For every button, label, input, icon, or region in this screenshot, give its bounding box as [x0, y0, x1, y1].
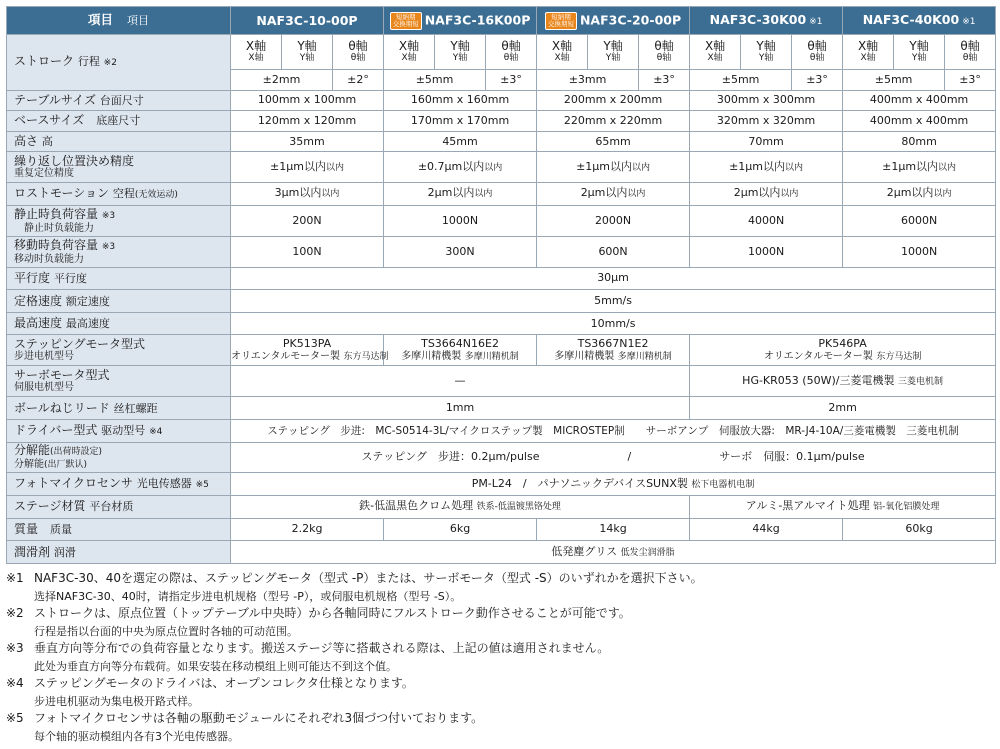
footnote-zh: 此处为垂直方向等分布载荷。如果安装在移动模组上则可能达不到这个值。	[34, 659, 397, 673]
value-cell: 低発塵グリス 低发尘润滑脂	[231, 541, 996, 564]
value-cell: 6000N	[843, 205, 996, 236]
resolution-label: 分解能(出荷時設定) 分解能(出厂默认)	[7, 442, 231, 473]
axis-y: Y軸 Y轴	[435, 35, 486, 70]
footnote: ※3 垂直方向等分布での負荷容量となります。搬送ステージ等に搭載される際は、上記の値は適用されません。	[6, 641, 610, 655]
axis-y: Y軸 Y轴	[741, 35, 792, 70]
lost-motion-label: ロストモーション 空程(无效运动)	[7, 183, 231, 206]
axis-x: X軸 X轴	[537, 35, 588, 70]
rated-speed-label: 定格速度 额定速度	[7, 290, 231, 313]
value-cell: HG-KR053 (50W)/三菱電機製 三菱电机制	[690, 366, 996, 397]
stepper-motor-row	[7, 335, 996, 366]
value-cell: 300N	[384, 236, 537, 267]
value-cell: 4000N	[690, 205, 843, 236]
max-speed-row	[7, 312, 996, 335]
value-cell: 30μm	[231, 267, 996, 290]
footnote-zh: 行程是指以台面的中央为原点位置时各轴的可动范围。	[34, 624, 298, 638]
material-row	[7, 496, 996, 519]
value-cell: ±1μm以内以内	[537, 152, 690, 183]
item-header: 項目 項目	[7, 7, 231, 35]
value-cell: 1000N	[384, 205, 537, 236]
axis-x: X軸 X轴	[690, 35, 741, 70]
value-cell: ±1μm以内以内	[231, 152, 384, 183]
value-cell: 14kg	[537, 518, 690, 541]
stroke-xy-value: ±5mm	[384, 69, 486, 90]
footnote: ※4 ステッピングモータのドライバは、オープンコレクタ仕様となります。	[6, 676, 414, 690]
footnotes	[6, 570, 994, 745]
lost-motion-row	[7, 183, 996, 206]
static-load-label: 静止時負荷容量 ※3 静止时负载能力	[7, 205, 231, 236]
stroke-theta-value: ±3°	[639, 69, 690, 90]
model-header-40: NAF3C-40K00 ※1	[843, 7, 996, 35]
footnote-zh: 步进电机驱动为集电极开路式样。	[34, 694, 199, 708]
stroke-xy-value: ±5mm	[690, 69, 792, 90]
table-size-label: テーブルサイズ 台面尺寸	[7, 90, 231, 111]
axis-theta: θ軸 θ轴	[486, 35, 537, 70]
servo-motor-label: サーボモータ型式 伺服电机型号	[7, 366, 231, 397]
value-cell: 2mm	[690, 397, 996, 420]
value-cell: 10mm/s	[231, 312, 996, 335]
value-cell: 600N	[537, 236, 690, 267]
sensor-row	[7, 473, 996, 496]
repeat-accuracy-row	[7, 152, 996, 183]
footnote-zh: 每个轴的驱动模组内各有3个光电传感器。	[34, 729, 239, 743]
value-cell: 400mm x 400mm	[843, 90, 996, 111]
axis-x: X軸 X轴	[843, 35, 894, 70]
value-cell: 5mm/s	[231, 290, 996, 313]
model-header-30: NAF3C-30K00 ※1	[690, 7, 843, 35]
value-cell: ±0.7μm以内以内	[384, 152, 537, 183]
footnote-zh: 选择NAF3C-30、40时，请指定步进电机规格（型号 -P），或伺服电机规格（型号 -S）。	[34, 589, 462, 603]
spec-table	[6, 6, 996, 564]
repeat-accuracy-label: 繰り返し位置決め精度 重复定位精度	[7, 152, 231, 183]
value-cell: TS3667N1E2 多摩川精機製 多摩川精机制	[537, 335, 690, 366]
axis-theta: θ軸 θ轴	[945, 35, 996, 70]
value-cell: PK546PA オリエンタルモーター製 东方马达制	[690, 335, 996, 366]
base-size-row	[7, 111, 996, 132]
max-speed-label: 最高速度 最高速度	[7, 312, 231, 335]
value-cell: 1mm	[231, 397, 690, 420]
value-cell: 2μm以内以内	[537, 183, 690, 206]
value-cell: 35mm	[231, 131, 384, 152]
stroke-axes-row	[7, 35, 996, 70]
value-cell: PK513PA オリエンタルモーター製 东方马达制	[231, 335, 384, 366]
mass-label: 質量 质量	[7, 518, 231, 541]
stroke-theta-value: ±3°	[792, 69, 843, 90]
stroke-theta-value: ±2°	[333, 69, 384, 90]
ball-screw-row	[7, 397, 996, 420]
value-cell: ±1μm以内以内	[690, 152, 843, 183]
value-cell: 80mm	[843, 131, 996, 152]
axis-theta: θ軸 θ轴	[333, 35, 384, 70]
driver-label: ドライバー型式 驱动型号 ※4	[7, 419, 231, 442]
value-cell: 2μm以内以内	[384, 183, 537, 206]
axis-theta: θ軸 θ轴	[639, 35, 690, 70]
value-cell: 70mm	[690, 131, 843, 152]
stroke-xy-value: ±3mm	[537, 69, 639, 90]
value-cell: ±1μm以内以内	[843, 152, 996, 183]
value-cell: アルミ-黒アルマイト処理 铝-氧化铝膜处理	[690, 496, 996, 519]
model-header-16: 短納期 交換期短 NAF3C-16K00P	[384, 7, 537, 35]
footnote: ※1 NAF3C-30、40を選定の際は、ステッピングモータ（型式 -P）または、サーボモータ（型式 -S）のいずれかを選択下さい。	[6, 571, 703, 585]
value-cell: 65mm	[537, 131, 690, 152]
value-cell: 2μm以内以内	[690, 183, 843, 206]
header-row	[7, 7, 996, 35]
value-cell: PM-L24 / パナソニックデバイスSUNX製 松下电器机电制	[231, 473, 996, 496]
value-cell: 1000N	[690, 236, 843, 267]
value-cell: ステッピング 步进：0.2μm/pulse / サーボ 伺服：0.1μm/pulse	[231, 442, 996, 473]
value-cell: 1000N	[843, 236, 996, 267]
static-load-row	[7, 205, 996, 236]
rated-speed-row	[7, 290, 996, 313]
value-cell: 160mm x 160mm	[384, 90, 537, 111]
height-label: 高さ 高	[7, 131, 231, 152]
value-cell: 60kg	[843, 518, 996, 541]
value-cell: 6kg	[384, 518, 537, 541]
value-cell: ステッピング 步进: MC-S0514-3L/マイクロステップ製 MICROSTEP制 サーボアンプ 伺服放大器: MR-J4-10A/三菱電機製 三菱电机制	[231, 419, 996, 442]
value-cell: 100N	[231, 236, 384, 267]
value-cell: 120mm x 120mm	[231, 111, 384, 132]
value-cell: TS3664N16E2 多摩川精機製 多摩川精机制	[384, 335, 537, 366]
table-size-row	[7, 90, 996, 111]
stroke-label: ストローク 行程 ※2	[7, 35, 231, 91]
value-cell: 2μm以内以内	[843, 183, 996, 206]
value-cell: 2000N	[537, 205, 690, 236]
model-header-20: 短納期 交換期短 NAF3C-20-00P	[537, 7, 690, 35]
parallelism-label: 平行度 平行度	[7, 267, 231, 290]
value-cell: 320mm x 320mm	[690, 111, 843, 132]
axis-theta: θ軸 θ轴	[792, 35, 843, 70]
driver-row	[7, 419, 996, 442]
value-cell: 300mm x 300mm	[690, 90, 843, 111]
axis-y: Y軸 Y轴	[894, 35, 945, 70]
axis-y: Y軸 Y轴	[588, 35, 639, 70]
value-cell: 400mm x 400mm	[843, 111, 996, 132]
moving-load-row	[7, 236, 996, 267]
axis-x: X軸 X轴	[231, 35, 282, 70]
value-cell: 鉄-低温黒色クロム処理 铁系-低温镀黑铬处理	[231, 496, 690, 519]
moving-load-label: 移動時負荷容量 ※3 移动时负载能力	[7, 236, 231, 267]
stroke-theta-value: ±3°	[945, 69, 996, 90]
parallelism-row	[7, 267, 996, 290]
short-lead-badge: 短納期 交換期短	[390, 12, 422, 30]
height-row	[7, 131, 996, 152]
footnote: ※2 ストロークは、原点位置（トップテーブル中央時）から各軸同時にフルストローク動作させることが可能です。	[6, 606, 631, 620]
value-cell: 3μm以内以内	[231, 183, 384, 206]
value-cell: —	[231, 366, 690, 397]
short-lead-badge: 短納期 交換期短	[545, 12, 577, 30]
stroke-theta-value: ±3°	[486, 69, 537, 90]
value-cell: 200mm x 200mm	[537, 90, 690, 111]
resolution-row	[7, 442, 996, 473]
axis-y: Y軸 Y轴	[282, 35, 333, 70]
base-size-label: ベースサイズ 底座尺寸	[7, 111, 231, 132]
lubricant-label: 潤滑剤 润滑	[7, 541, 231, 564]
mass-row	[7, 518, 996, 541]
sensor-label: フォトマイクロセンサ 光电传感器 ※5	[7, 473, 231, 496]
value-cell: 170mm x 170mm	[384, 111, 537, 132]
servo-motor-row	[7, 366, 996, 397]
footnote: ※5 フォトマイクロセンサは各軸の駆動モジュールにそれぞれ3個づつ付いております。	[6, 711, 484, 725]
stroke-xy-value: ±2mm	[231, 69, 333, 90]
lubricant-row	[7, 541, 996, 564]
value-cell: 2.2kg	[231, 518, 384, 541]
stroke-xy-value: ±5mm	[843, 69, 945, 90]
value-cell: 100mm x 100mm	[231, 90, 384, 111]
stepper-motor-label: ステッピングモータ型式 步进电机型号	[7, 335, 231, 366]
material-label: ステージ材質 平台材质	[7, 496, 231, 519]
model-header-10: NAF3C-10-00P	[231, 7, 384, 35]
axis-x: X軸 X轴	[384, 35, 435, 70]
ball-screw-label: ボールねじリード 丝杠螺距	[7, 397, 231, 420]
value-cell: 200N	[231, 205, 384, 236]
value-cell: 44kg	[690, 518, 843, 541]
value-cell: 45mm	[384, 131, 537, 152]
value-cell: 220mm x 220mm	[537, 111, 690, 132]
